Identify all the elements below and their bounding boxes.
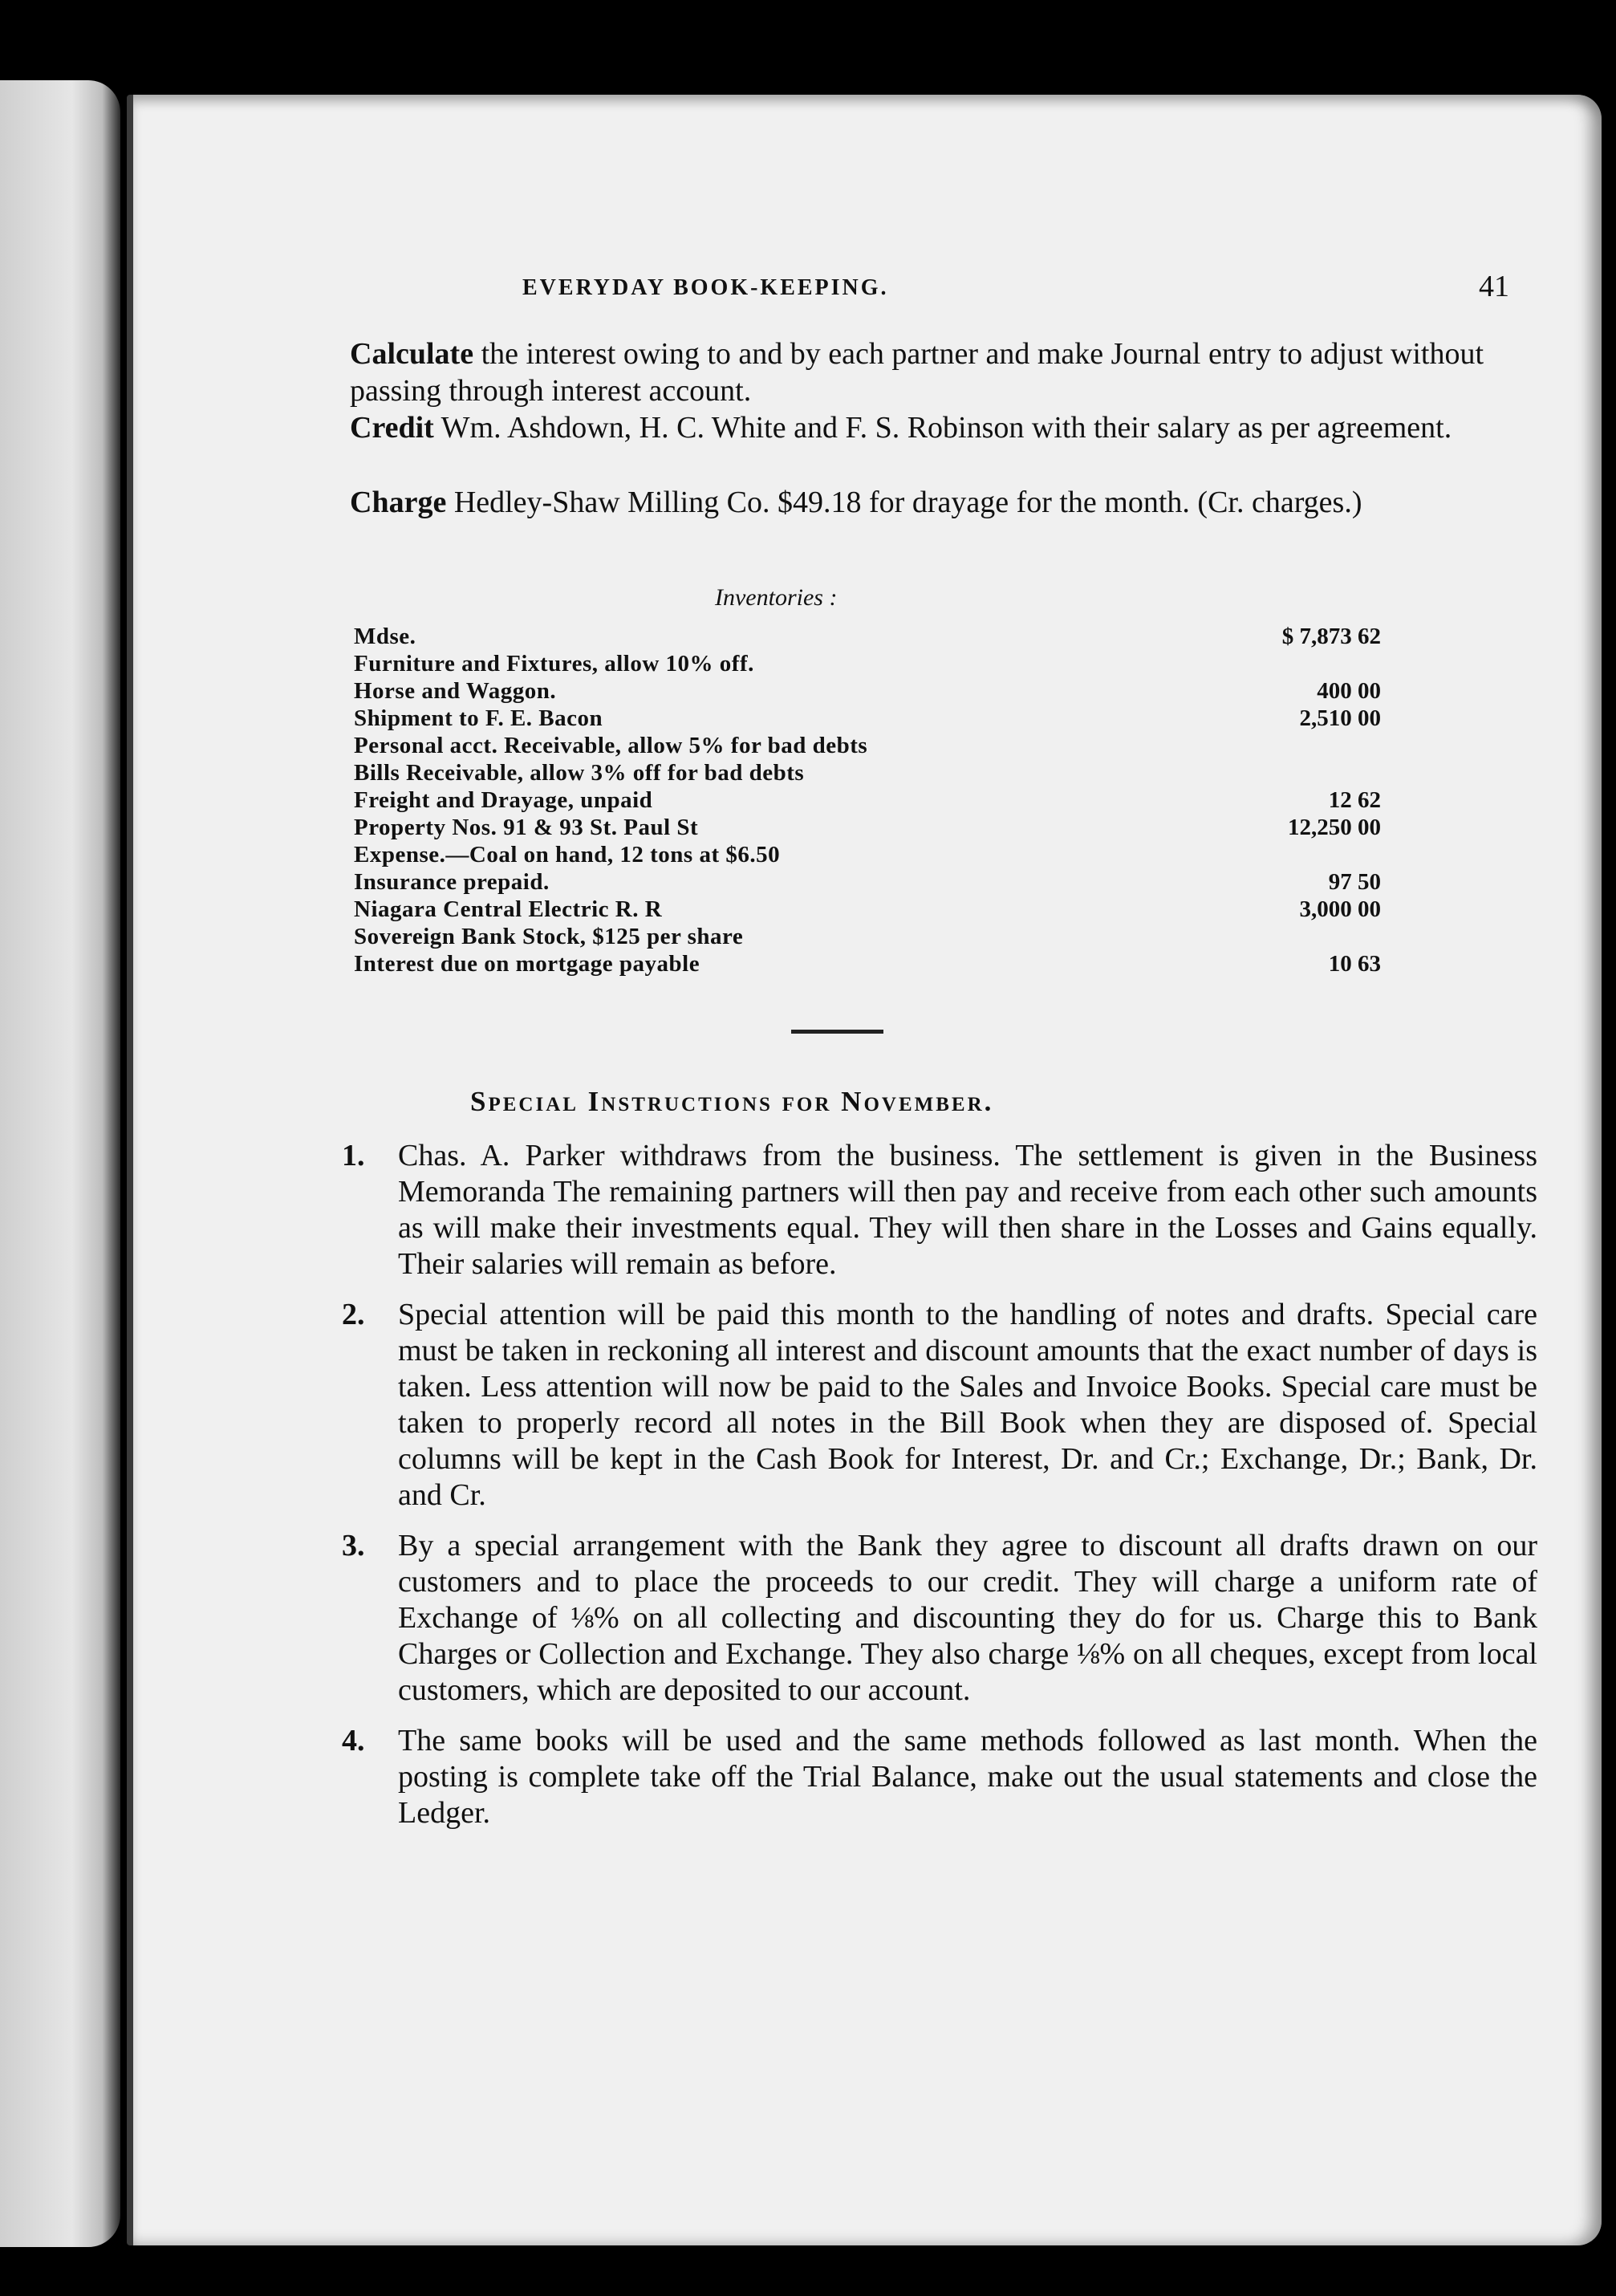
list-item: [326, 1138, 1537, 1282]
inventory-row: [354, 814, 1381, 841]
instruction-credit: [350, 409, 1529, 446]
inventory-amount: 12,250 00: [1288, 815, 1381, 840]
instruction-charge: [350, 484, 1529, 521]
instruction-lead: Credit: [350, 411, 434, 445]
inventory-label: Expense.—Coal on hand, 12 tons at $6.50: [354, 842, 781, 868]
inventory-row: [354, 650, 1381, 677]
item-text: Chas. A. Parker withdraws from the business. The settlement is given in the Business Memoranda The remaining partners will then pay and receive from each other such amounts as will make their investments equal. They will then share in the Losses and Gains equally. Their salaries will remain as before.: [398, 1139, 1537, 1281]
inventory-row: [354, 759, 1381, 786]
instruction-text: Hedley-Shaw Milling Co. $49.18 for drayage for the month. (Cr. charges.): [446, 486, 1362, 519]
running-head-title: EVERYDAY BOOK-KEEPING.: [522, 275, 889, 300]
inventory-amount: 400 00: [1317, 678, 1381, 704]
inventory-label: Sovereign Bank Stock, $125 per share: [354, 924, 744, 949]
item-number: 3.: [342, 1529, 365, 1562]
inventory-label: Freight and Drayage, unpaid: [354, 787, 653, 813]
inventory-row: [354, 868, 1381, 896]
item-number: 1.: [342, 1139, 365, 1172]
inventory-row: [354, 786, 1381, 814]
inventory-label: Personal acct. Receivable, allow 5% for bad debts: [354, 733, 868, 758]
inventory-label: Interest due on mortgage payable: [354, 951, 700, 977]
page-number: 41: [1479, 270, 1509, 303]
running-head: [282, 270, 1509, 315]
inventory-row: [354, 950, 1381, 977]
inventory-row: [354, 896, 1381, 923]
inventory-row: [354, 623, 1381, 650]
list-item: [326, 1723, 1537, 1831]
instruction-lead: Charge: [350, 486, 447, 519]
inventory-amount: 2,510 00: [1299, 705, 1381, 731]
inventories-table: [354, 623, 1381, 977]
special-instructions-title: Special Instructions for November.: [470, 1086, 994, 1117]
inventory-label: Mdse.: [354, 624, 416, 649]
inventory-label: Shipment to F. E. Bacon: [354, 705, 603, 731]
inventory-amount: 12 62: [1328, 787, 1381, 813]
special-instructions-list: [326, 1138, 1537, 1846]
inventory-row: [354, 677, 1381, 705]
item-number: 4.: [342, 1724, 365, 1758]
item-number: 2.: [342, 1298, 365, 1331]
book-page: [127, 95, 1602, 2245]
inventory-label: Horse and Waggon.: [354, 678, 557, 704]
inventory-amount: 97 50: [1328, 869, 1381, 895]
item-text: By a special arrangement with the Bank they agree to discount all drafts drawn on our customers and to place the proceeds to our credit. They will charge a uniform rate of Exchange of ⅛% on all collecting and discounting they do for us. Charge this to Bank Charges or Collection and Exchange. They also charge ⅛% on all cheques, except from local customers, which are deposited to our account.: [398, 1529, 1537, 1707]
inventory-label: Niagara Central Electric R. R: [354, 896, 663, 922]
inventory-row: [354, 732, 1381, 759]
instruction-text: Wm. Ashdown, H. C. White and F. S. Robinson with their salary as per agreement.: [433, 411, 1452, 445]
inventory-amount: $ 7,873 62: [1281, 624, 1381, 649]
inventory-label: Insurance prepaid.: [354, 869, 550, 895]
section-divider: [791, 1030, 883, 1034]
item-text: Special attention will be paid this month to the handling of notes and drafts. Special care must be taken in reckoning all interest and discount amounts that the exact number of days is taken. Less attention will now be paid to the Sales and Invoice Books. Special care must be taken to properly record all notes in the Bill Book when they are disposed of. Special columns will be kept in the Cash Book for Interest, Dr. and Cr.; Exchange, Dr.; Bank, Dr. and Cr.: [398, 1298, 1537, 1512]
inventories-heading: Inventories :: [715, 584, 838, 611]
inventory-amount: 10 63: [1328, 951, 1381, 977]
inventory-row: [354, 705, 1381, 732]
inventory-amount: 3,000 00: [1299, 896, 1381, 922]
item-text: The same books will be used and the same methods followed as last month. When the posting is complete take off the Trial Balance, make out the usual statements and close the Ledger.: [398, 1724, 1537, 1830]
inventory-label: Furniture and Fixtures, allow 10% off.: [354, 651, 754, 677]
instruction-calculate: [350, 335, 1529, 409]
left-page-edge: [0, 80, 120, 2247]
inventory-row: [354, 841, 1381, 868]
instruction-lead: Calculate: [350, 337, 474, 371]
list-item: [326, 1528, 1537, 1709]
inventory-label: Bills Receivable, allow 3% off for bad debts: [354, 760, 805, 786]
instruction-text: the interest owing to and by each partner and make Journal entry to adjust without passing through interest account.: [350, 337, 1484, 408]
list-item: [326, 1297, 1537, 1514]
inventory-label: Property Nos. 91 & 93 St. Paul St: [354, 815, 699, 840]
inventory-row: [354, 923, 1381, 950]
